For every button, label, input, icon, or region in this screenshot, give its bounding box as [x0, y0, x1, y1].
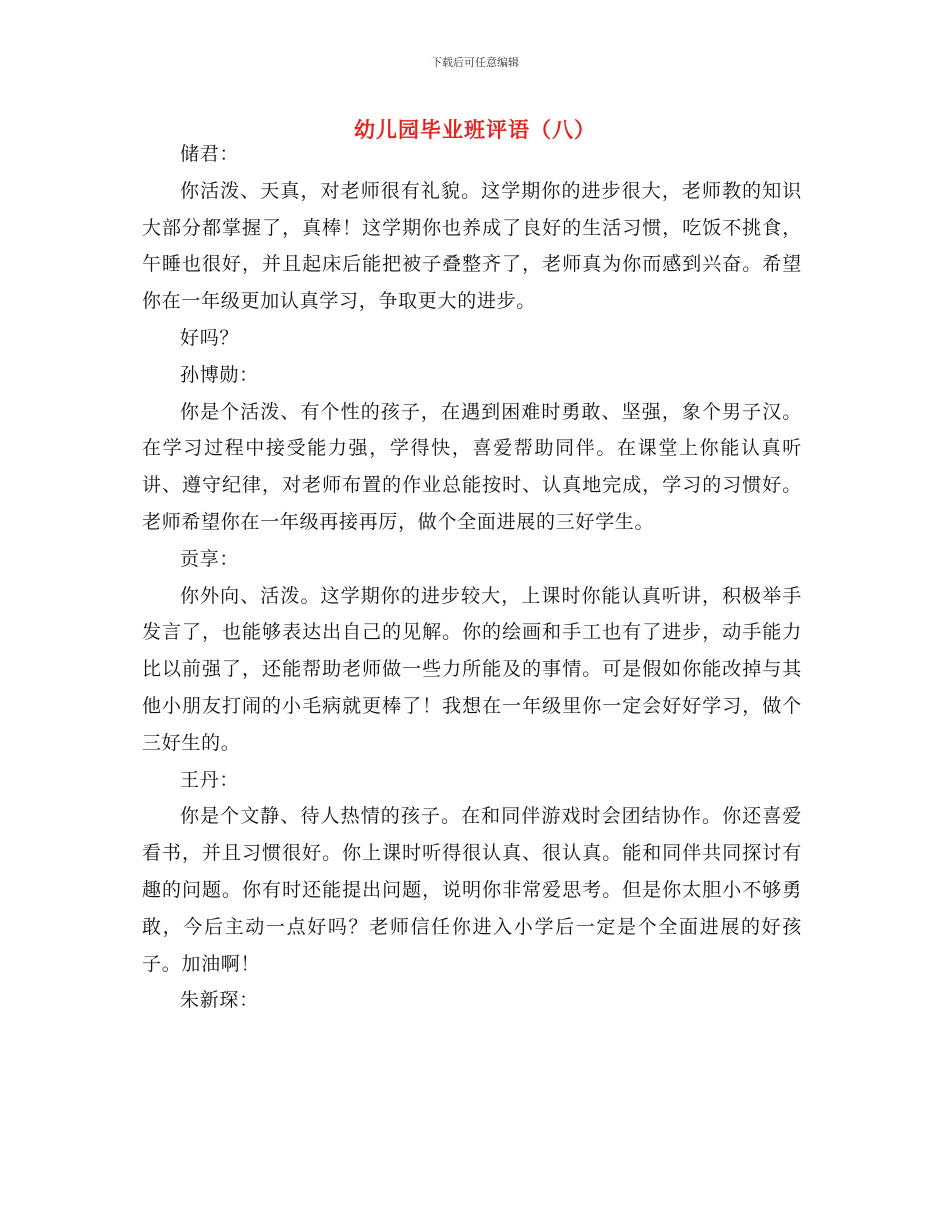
document-body	[142, 136, 802, 1019]
comment-paragraph: 你是个文静、待人热情的孩子。在和同伴游戏时会团结协作。你还喜爱看书，并且习惯很好。你上课时听得很认真、很认真。能和同伴共同探讨有趣的问题。你有时还能提出问题，说明你非常爱思考。但是你太胆小不够勇敢，今后主动一点好吗？老师信任你进入小学后一定是个全面进展的好孩子。加油啊！	[142, 805, 802, 975]
comment-paragraph: 你外向、活泼。这学期你的进步较大，上课时你能认真听讲，积极举手发言了，也能够表达出自己的见解。你的绘画和手工也有了进步，动手能力比以前强了，还能帮助老师做一些力所能及的事情。可是假如你能改掉与其他小朋友打闹的小毛病就更棒了！我想在一年级里你一定会好好学习，做个三好生的。	[142, 584, 802, 754]
comment-paragraph: 好吗？	[180, 326, 240, 349]
student-name: 孙博勋：	[180, 363, 259, 386]
student-name: 贡享：	[180, 547, 240, 570]
document-title: 幼儿园毕业班评语（八）	[354, 117, 596, 142]
comment-paragraph: 你活泼、天真，对老师很有礼貌。这学期你的进步很大，老师教的知识大部分都掌握了，真棒！这学期你也养成了良好的生活习惯，吃饭不挑食，午睡也很好，并且起床后能把被子叠整齐了，老师真为你而感到兴奋。希望你在一年级更加认真学习，争取更大的进步。	[142, 179, 802, 313]
student-name: 朱新琛：	[180, 989, 259, 1012]
student-name: 储君：	[180, 143, 240, 165]
page-header: 下载后可任意编辑	[431, 56, 519, 69]
comment-paragraph: 你是个活泼、有个性的孩子，在遇到困难时勇敢、坚强，象个男子汉。在学习过程中接受能力强，学得快，喜爱帮助同伴。在课堂上你能认真听讲、遵守纪律，对老师布置的作业总能按时、认真地完成，学习的习惯好。老师希望你在一年级再接再厉，做个全面进展的三好学生。	[142, 400, 802, 533]
student-name: 王丹：	[180, 768, 240, 791]
